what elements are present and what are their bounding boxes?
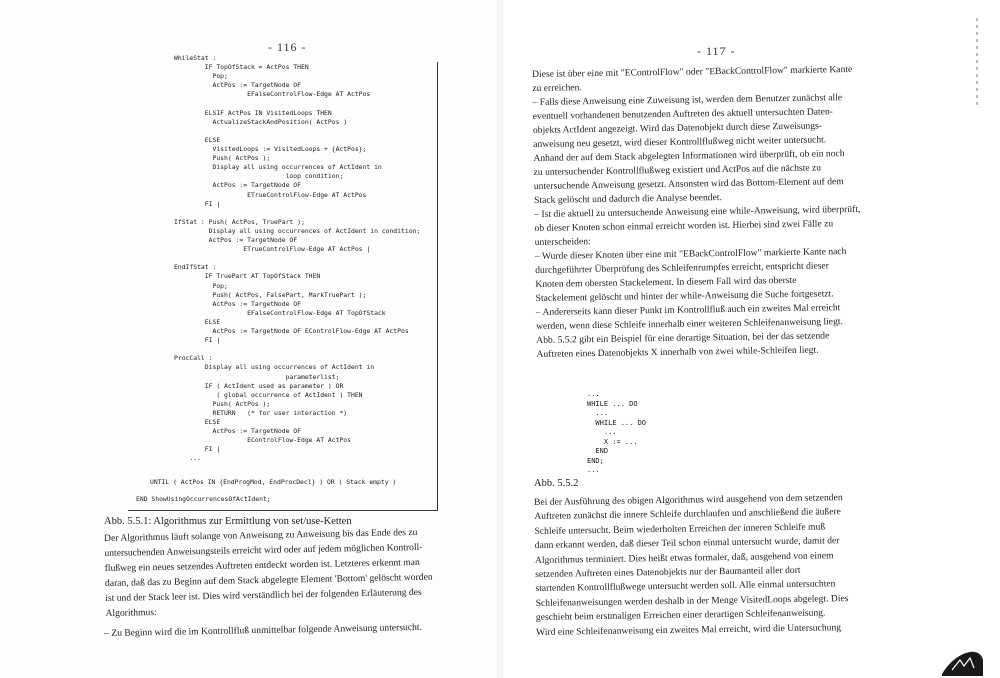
scan-artifact-edge [976,18,978,108]
text-line: Stackelement gelöscht und hinter der while-Anweisung die Suche fortgesetzt. [535,288,834,304]
code-line: FI | [174,199,221,208]
code-line: EFalseControlFlow-Edge AT ActPos [174,90,371,99]
code-line: END; [587,456,604,465]
text-line: untersuchenden Anweisungsteils erreicht wird oder auf jedem möglichen Kontroll- [104,541,423,559]
code-line: IF TopOfStack = ActPos THEN [174,63,309,72]
code-line: Display all using occurrences of ActIdent in condition; [174,226,421,235]
code-line: ETrueControlFlow-Edge AT ActPos | [174,245,371,254]
text-line: dann erkannt werden, daß dieser Teil schon einmal untersucht wurde, damit der [534,535,840,552]
text-line: unterscheiden: [534,236,591,248]
code-line: ... [174,454,201,463]
text-line: zu erreichen. [532,82,582,94]
text-line: ist und der Stack leer ist. Dies wird verständlich bei der folgenden Erläuterung des [105,586,422,604]
code-line: ... [587,466,600,474]
code-line: loop condition; [174,172,344,181]
page-number-left: - 116 - [268,40,307,54]
code-line: Push( ActPos ); [174,399,271,408]
code-line: ELSE [174,418,221,426]
left-bullet-line: – Zu Beginn wird die im Kontrollfluß unmittelbar folgende Anweisung untersucht. [104,621,423,639]
scan-artifact-corner [940,646,984,676]
code-line: EFalseControlFlow-Edge AT TopOfStack [174,308,386,317]
code-line: FI | [174,336,221,345]
text-line: Abb. 5.5.2 gibt ein Beispiel für eine derartige Situation, bei der das setzende [536,330,830,346]
text-line: Wird eine Schleifenanweisung ein zweites Mal erreicht, wird die Untersuchung [536,621,842,638]
code-line: Push( ActPos, FalsePart, MarkTruePart ); [174,290,367,299]
code-line: ActPos := TargetNode OF [174,236,298,244]
text-line: Der Algorithmus läuft solange von Anweisung zu Anweisung bis das Ende des zu [104,526,418,544]
code-line: Push( ActPos ); [174,154,271,163]
text-line: zu untersuchender Kontrollflußweg existiert und ActPos auf die nächste zu [533,162,822,178]
text-line: Stack gelöscht und dadurch die Analyse beendet. [533,192,722,206]
code-line: END [587,447,609,455]
text-line: startenden Kontrollflußwege untersucht werden soll. Alle einmal untersuchten [535,578,836,595]
code-line: ( global occurrence of ActIdent ) THEN [174,390,363,399]
code-line: IF TruePart AT TopOfStack THEN [174,272,321,281]
text-line: – Andererseits kann dieser Punkt im Kontrollfluß auch ein zweites Mal erreicht [535,302,841,318]
text-line: – Wurde dieser Knoten über eine mit "EBackControlFlow" markierte Kante nach [534,246,847,262]
text-line: anweisung neu gesetzt, wird dieser Kontrollflußweg nicht weiter untersucht. [533,134,827,150]
code-line: Pop; [174,72,228,81]
text-line: – Ist die aktuell zu untersuchende Anweisung eine while-Anweisung, wird überprüft, [534,203,861,220]
code-line: parameterlist; [174,372,340,381]
code-line: ETrueControlFlow-Edge AT ActPos [174,190,367,199]
code-line: ... [587,409,609,417]
code-line: Display all using occurrences of ActIdent in [174,363,375,372]
text-line: ob dieser Knoten schon einmal erreicht worden ist. Hierbei sind zwei Fälle zu [534,218,834,234]
code-line: ELSE [174,317,221,326]
code-line: Pop; [174,281,228,290]
page-number-right: - 117 - [697,44,736,58]
code-line: EControlFlow-Edge AT ActPos [174,436,351,445]
text-line: Algorithmus: [105,606,157,619]
code-line: WHILE ... DO [587,418,647,427]
code-line: EndIfStat : [174,263,217,272]
code-line: X := ... [587,437,638,446]
code-line: WHILE ... DO [587,399,638,408]
code-line: IfStat : Push( ActPos, TruePart ); [174,217,305,226]
code-line: FI | [174,445,221,454]
code-line: ProcCall : [174,354,213,363]
text-line: Diese ist über eine mit "EControlFlow" oder "EBackControlFlow" markierte Kante [532,63,853,80]
text-line: untersuchende Anweisung gesetzt. Ansonsten wird das Bottom-Element auf dem [533,176,844,192]
text-line: daran, daß das zu Beginn auf dem Stack abgelegte Element 'Bottom' gelöscht worden [104,571,433,589]
code-line: ... [587,428,617,436]
text-line: durchgeführter Überprüfung des Schleifenrumpfes erreicht, entspricht dieser [535,260,830,276]
text-line: Auftreten zunächst die innere Schleife durchlaufen und anschließend die äußere [534,506,841,523]
code-line: ActualizeStackAndPosition( ActPos ) [174,117,348,126]
text-line: flußweg ein neues setzendes Auftreten entdeckt worden ist. Letzteres erkennt man [104,556,420,574]
text-line: objekts ActIdent angezeigt. Wird das Datenobjekt durch diese Zuweisungs- [532,120,823,136]
text-line: – Falls diese Anweisung eine Zuweisung ist, werden dem Benutzer zunächst alle [532,92,843,108]
text-line: Bei der Ausführung des obigen Algorithmus wird ausgehend von dem setzenden [534,492,843,508]
book-gutter [497,0,503,678]
code-line: VisitedLoops := VisitedLoops + {ActPos}; [174,145,367,153]
text-line: setzenden Auftreten eines Datenobjekts nur der Baumanteil aller dort [535,564,801,580]
figure-caption-5-5-1: Abb. 5.5.1: Algorithmus zur Ermittlung von set/use-Ketten [104,516,352,527]
code-line: WhileStat : [174,54,217,62]
algorithm-until-line: UNTIL ( ActPos IN {EndProgMod, EndProcDecl} ) OR ( Stack empty ) [150,478,397,486]
figure-caption-5-5-2: Abb. 5.5.2 [534,478,579,489]
text-line: Knoten dem obersten Stackelement. In diesem Fall wird das oberste [535,274,797,290]
code-line: ELSIF ActPos IN VisitedLoops THEN [174,108,332,117]
code-line: ELSE [174,135,221,144]
code-line: Display all using occurrences of ActIdent in [174,163,382,172]
text-line: Anhand der auf dem Stack abgelegten Informationen wird überprüft, ob ein noch [533,148,845,164]
code-line: RETURN (* for user interaction *) [174,408,348,417]
code-line: ActPos := TargetNode OF EControlFlow-Edge AT ActPos [174,327,409,335]
code-line: ActPos := TargetNode OF [174,81,301,90]
code-line: ActPos := TargetNode OF [174,181,301,190]
code-line: ActPos := TargetNode OF [174,427,301,436]
code-line: IF ( ActIdent used as parameter ) OR [174,381,344,390]
code-line: ActPos := TargetNode OF [174,299,301,308]
text-line: Schleifenanweisungen werden deshalb in der Menge VisitedLoops abgelegt. Dies [535,592,849,609]
text-line: werden, wenn diese Schleife innerhalb einer weiteren Schleifenanweisung liegt. [535,316,843,332]
algorithm-end-line: END ShowUsingOccurrencesOfActIdent; [136,495,271,503]
text-line: Auftreten eines Datenobjekts X innerhalb von zwei while-Schleifen liegt. [536,344,819,360]
text-line: Schleife untersucht. Beim wiederholten Erreichen der inneren Schleife muß [534,521,826,537]
code-line: ... [587,390,600,398]
text-line: geschieht beim erstmaligen Erreichen einer derartigen Schleifenanweisung. [535,607,826,624]
text-line: Algorithmus terminiert. Dies heißt etwas formaler, daß, ausgehend von einem [534,549,834,566]
text-line: eventuell vorhandenen benutzenden Auftreten des aktuell untersuchten Daten- [532,106,834,122]
